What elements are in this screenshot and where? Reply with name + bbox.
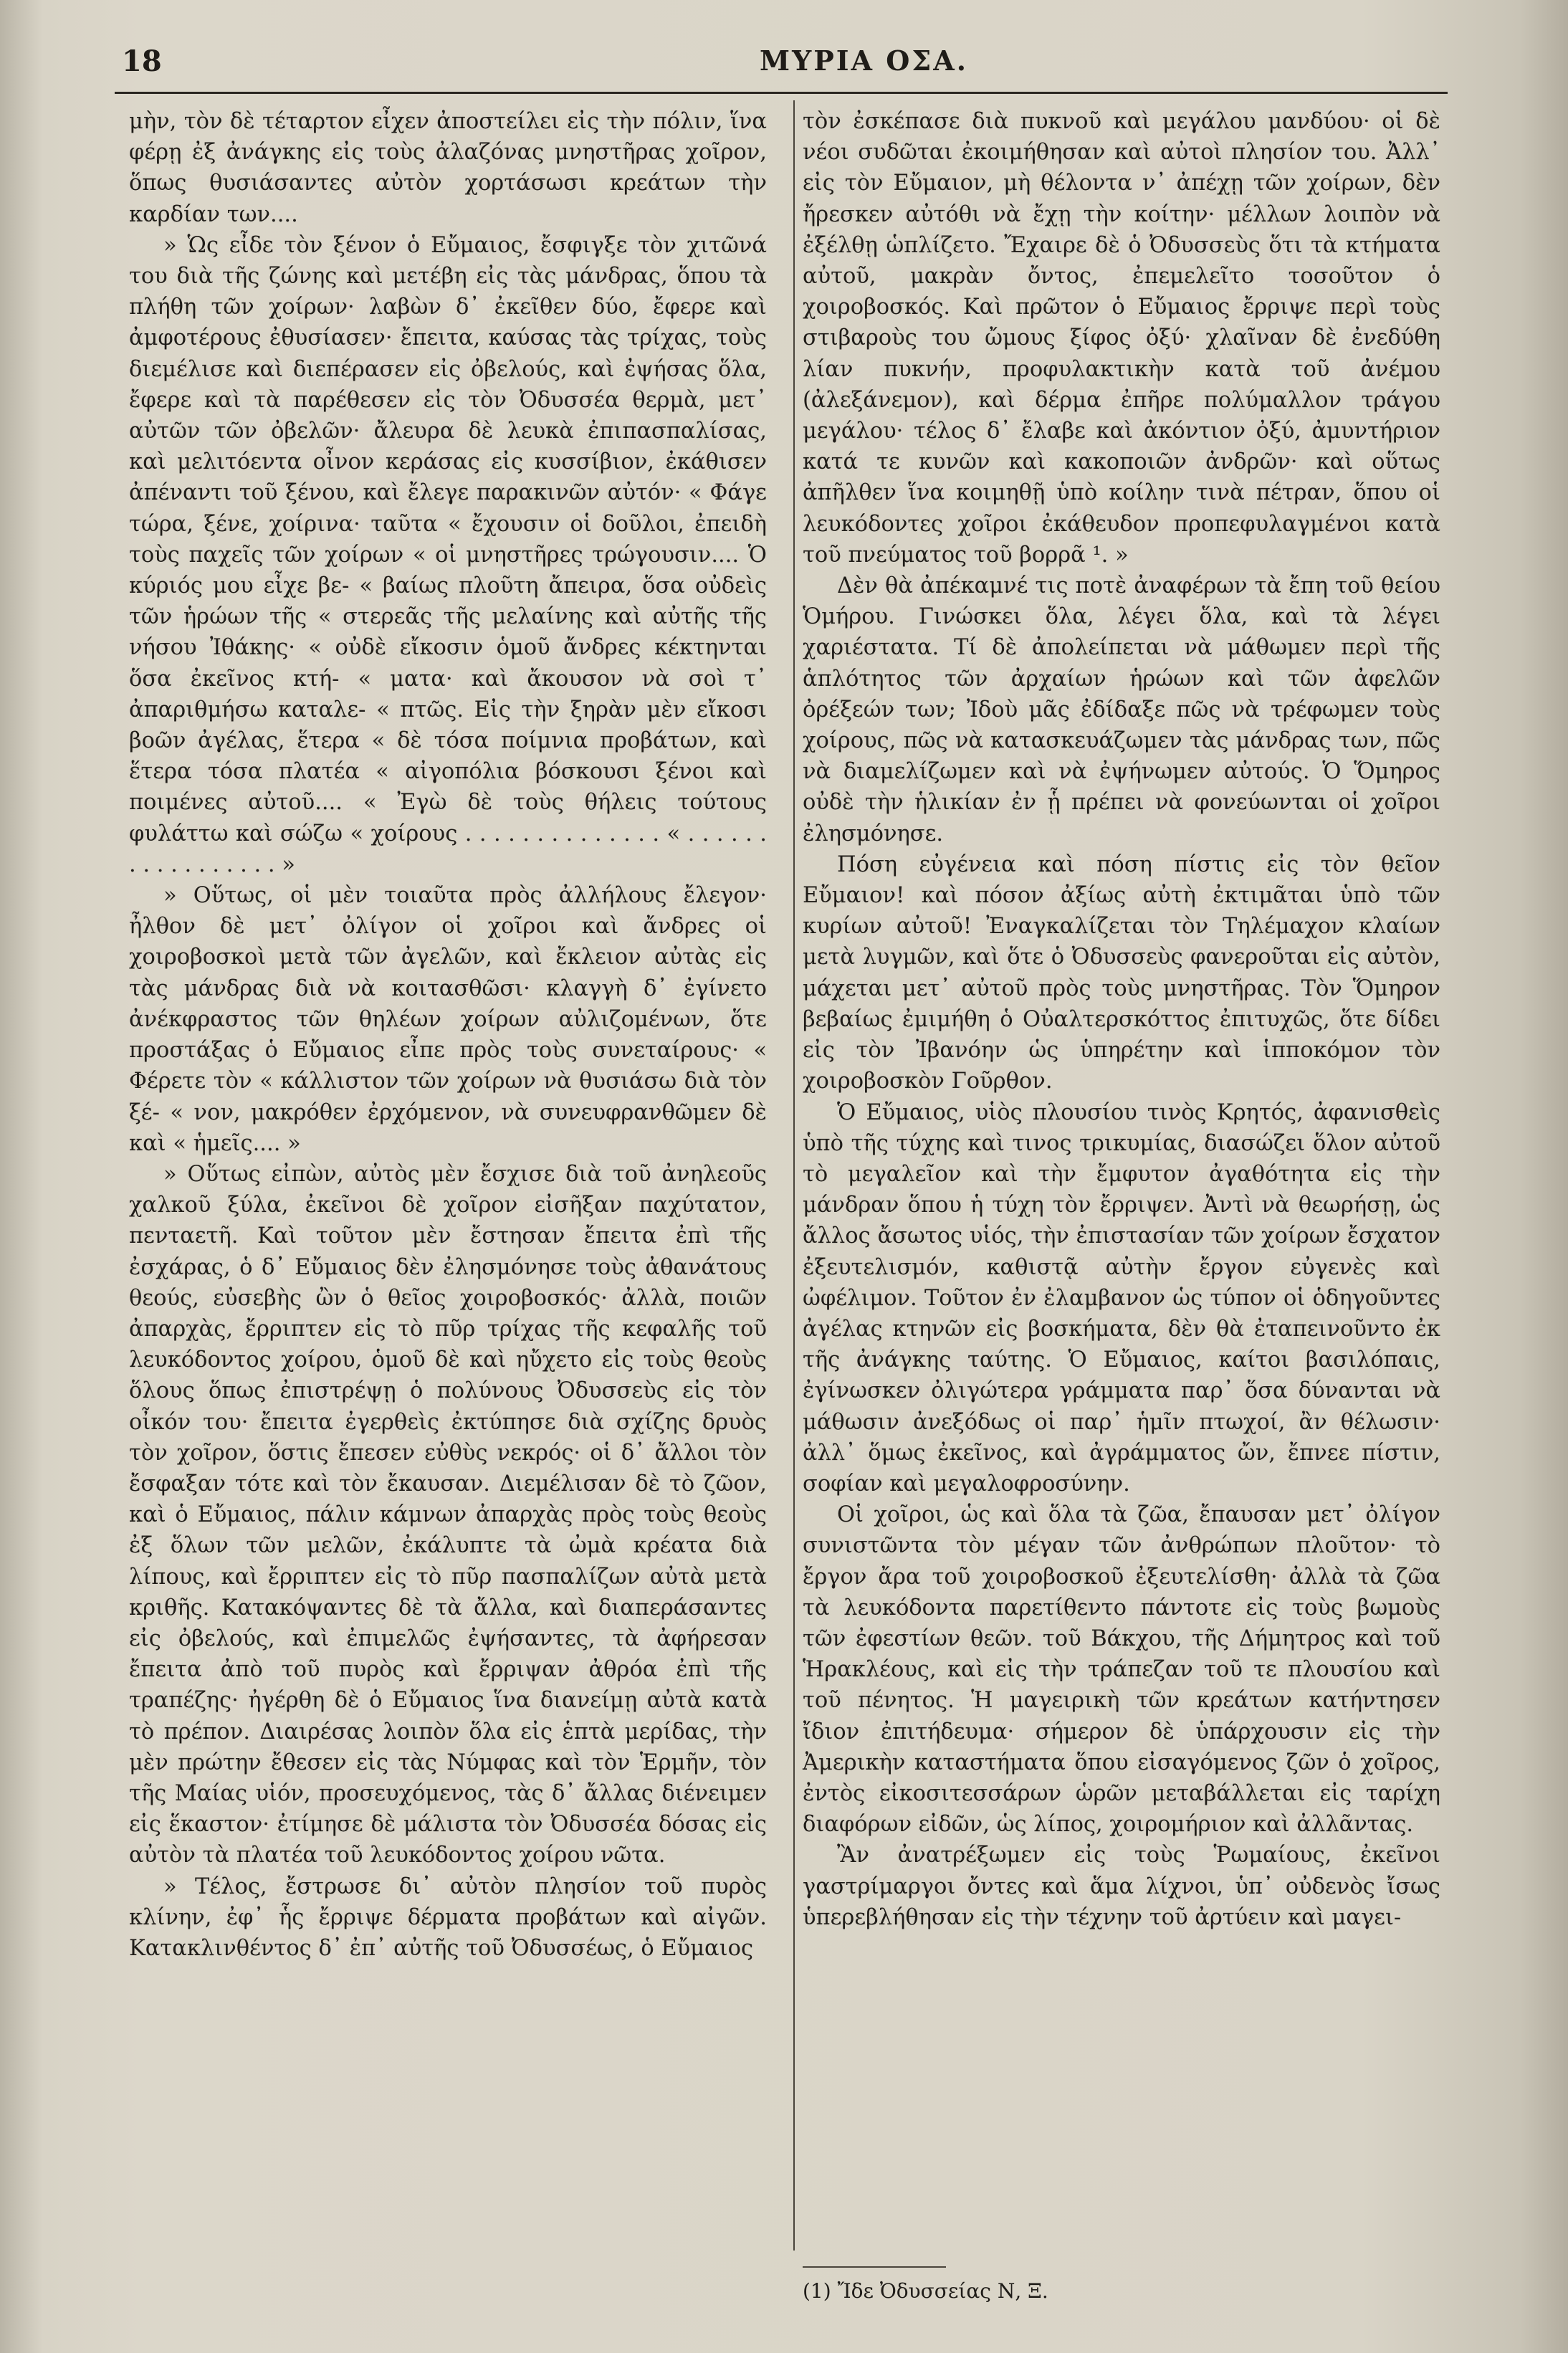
footnote-rule bbox=[803, 2266, 946, 2268]
paragraph: » Οὕτως εἰπὼν, αὐτὸς μὲν ἔσχισε διὰ τοῦ ἀνηλεοῦς χαλκοῦ ξύλα, ἐκεῖνοι δὲ χοῖρον εἰσῆξαν παχύτατον, πενταετῆ. Καὶ τοῦτον μὲν ἔστησαν ἔπειτα ἐπὶ τῆς ἐσχάρας, ὁ δ᾽ Εὔμαιος δὲν ἐλησμόνησε τοὺς ἀθανάτους θεούς, εὐσεβὴς ὢν ὁ θεῖος χοιροβοσκός· ἀλλὰ, ποιῶν ἀπαρχὰς, ἔρριπτεν εἰς τὸ πῦρ τρίχας τῆς κεφαλῆς τοῦ λευκόδοντος χοίρου, ὁμοῦ δὲ καὶ ηὔχετο εἰς τοὺς θεοὺς ὅλους ὅπως ἐπιστρέψῃ ὁ πολύνους Ὀδυσσεὺς εἰς τὸν οἶκόν του· ἔπειτα ἐγερθεὶς ἐκτύπησε διὰ σχίζης δρυὸς τὸν χοῖρον, ὅστις ἔπεσεν εὐθὺς νεκρός· οἱ δ᾽ ἄλλοι τὸν ἔσφαξαν τότε καὶ τὸν ἔκαυσαν. Διεμέλισαν δὲ τὸ ζῶον, καὶ ὁ Εὔμαιος, πάλιν κάμνων ἀπαρχὰς πρὸς τοὺς θεοὺς ἐξ ὅλων τῶν μελῶν, ἐκάλυπτε τὰ ὠμὰ κρέατα διὰ λίπους, καὶ ἔρριπτεν εἰς τὸ πῦρ πασπαλίζων αὐτὰ μετὰ κριθῆς. Κατακόψαντες δὲ τὰ ἄλλα, καὶ διαπεράσαντες εἰς ὀβελούς, καὶ ἐπιμελῶς ἐψήσαντες, τὰ ἀφήρεσαν ἔπειτα ἀπὸ τοῦ πυρὸς καὶ ἔρριψαν ἀθρόα ἐπὶ τῆς τραπέζης· ἠγέρθη δὲ ὁ Εὔμαιος ἵνα διανείμῃ αὐτὰ κατὰ τὸ πρέπον. Διαιρέσας λοιπὸν ὅλα εἰς ἑπτὰ μερίδας, τὴν μὲν πρώτην ἔθεσεν εἰς τὰς Νύμφας καὶ τὸν Ἑρμῆν, τὸν τῆς Μαίας υἱόν, προσευχόμενος, τὰς δ᾽ ἄλλας διένειμεν εἰς ἕκαστον· ἐτίμησε δὲ μάλιστα τὸν Ὀδυσσέα δόσας εἰς αὐτὸν τὰ πλατέα τοῦ λευκόδοντος χοίρου νῶτα. bbox=[129, 1161, 767, 1868]
paragraph: » Ὡς εἶδε τὸν ξένον ὁ Εὔμαιος, ἔσφιγξε τὸν χιτῶνά του διὰ τῆς ζώνης καὶ μετέβη εἰς τὰς μάνδρας, ὅπου τὰ πλήθη τῶν χοίρων· λαβὼν δ᾽ ἐκεῖθεν δύο, ἔφερε καὶ ἀμφοτέρους ἐθυσίασεν· ἔπειτα, καύσας τὰς τρίχας, τοὺς διεμέλισε καὶ διεπέρασεν εἰς ὀβελούς, καὶ ἐψήσας ὅλα, ἔφερε καὶ τὰ παρέθεσεν εἰς τὸν Ὀδυσσέα θερμὰ, μετ᾽ αὐτῶν τῶν ὀβελῶν· ἄλευρα δὲ λευκὰ ἐπιπασπαλίσας, καὶ μελιτόεντα οἶνον κεράσας εἰς κυσσίβιον, ἐκάθισεν ἀπέναντι τοῦ ξένου, καὶ ἔλεγε παρακινῶν αὐτόν· « Φάγε τώρα, ξένε, χοίρινα· ταῦτα « ἔχουσιν οἱ δοῦλοι, ἐπειδὴ τοὺς παχεῖς τῶν χοίρων « οἱ μνηστῆρες τρώγουσιν.... Ὁ κύριός μου εἶχε βε- « βαίως πλοῦτη ἄπειρα, ὅσα οὐδεὶς τῶν ἡρώων τῆς « στερεᾶς τῆς μελαίνης καὶ αὐτῆς τῆς νήσου Ἰθάκης· « οὐδὲ εἴκοσιν ὁμοῦ ἄνδρες κέκτηνται ὅσα ἐκεῖνος κτή- « ματα· καὶ ἄκουσον νὰ σοὶ τ᾽ ἀπαριθμήσω καταλε- « πτῶς. Εἰς τὴν ξηρὰν μὲν εἴκοσι βοῶν ἀγέλας, ἕτερα « δὲ τόσα ποίμνια προβάτων, καὶ ἕτερα τόσα πλατέα « αἰγοπόλια βόσκουσι ξένοι καὶ ποιμένες αὐτοῦ.... « Ἐγὼ δὲ τοὺς θήλεις τούτους φυλάττω καὶ σώζω « χοίρους . . . . . . . . . . . . . . « . . . . . . . . . . . . . . . . . » bbox=[129, 232, 767, 877]
paragraph: Ὁ Εὔμαιος, υἱὸς πλουσίου τινὸς Κρητός, ἀφανισθεὶς ὑπὸ τῆς τύχης καὶ τινος τρικυμίας, διασώζει ὅλον αὐτοῦ τὸ μεγαλεῖον καὶ τὴν ἔμφυτον ἀγαθότητα εἰς τὴν μάνδραν ὅπου ἡ τύχη τὸν ἔρριψεν. Ἀντὶ νὰ θεωρήσῃ, ὡς ἄλλος ἄσωτος υἱός, τὴν ἐπιστασίαν τῶν χοίρων ἔσχατον ἐξευτελισμόν, καθιστᾷ αὐτὴν ἔργον εὐγενὲς καὶ ὠφέλιμον. Τοῦτον ἐν ἐλαμβανον ὡς τύπον οἱ ὁδηγοῦντες ἀγέλας κτηνῶν εἰς βοσκήματα, δὲν θὰ ἐταπεινοῦντο ἐκ τῆς ἀνάγκης ταύτης. Ὁ Εὔμαιος, καίτοι βασιλόπαις, ἐγίνωσκεν ὀλιγώτερα γράμματα παρ᾽ ὅσα δύνανται νὰ μάθωσιν ἀνεξόδως οἱ παρ᾽ ἡμῖν πτωχοί, ἂν θέλωσιν· ἀλλ᾽ ὅμως ἐκεῖνος, καὶ ἀγράμματος ὤν, ἔπνεε πίστιν, σοφίαν καὶ μεγαλοφροσύνην. bbox=[803, 1099, 1440, 1497]
paragraph: » Οὕτως, οἱ μὲν τοιαῦτα πρὸς ἀλλήλους ἔλεγον· ἦλθον δὲ μετ᾽ ὀλίγον οἱ χοῖροι καὶ ἄνδρες οἱ χοιροβοσκοὶ μετὰ τῶν ἀγελῶν, καὶ ἔκλειον αὐτὰς εἰς τὰς μάνδρας διὰ νὰ κοιτασθῶσι· κλαγγὴ δ᾽ ἐγίνετο ἀνέκφραστος τῶν θηλέων χοίρων αὐλιζομένων, ὅτε προστάξας ὁ Εὔμαιος εἶπε πρὸς τοὺς συνεταίρους· « Φέρετε τὸν « κάλλιστον τῶν χοίρων νὰ θυσιάσω διὰ τὸν ξέ- « νον, μακρόθεν ἐρχόμενον, νὰ συνευφρανθῶμεν δὲ καὶ « ἡμεῖς.... » bbox=[129, 883, 767, 1156]
paragraph: Πόση εὐγένεια καὶ πόση πίστις εἰς τὸν θεῖον Εὔμαιον! καὶ πόσον ἀξίως αὐτὴ ἐκτιμᾶται ὑπὸ τῶν κυρίων αὐτοῦ! Ἐναγκαλίζεται τὸν Τηλέμαχον κλαίων μετὰ λυγμῶν, καὶ ὅτε ὁ Ὀδυσσεὺς φανεροῦται εἰς αὐτὸν, μάχεται μετ᾽ αὐτοῦ πρὸς τοὺς μνηστῆρας. Τὸν Ὅμηρον βεβαίως ἐμιμήθη ὁ Οὐαλτερσκόττος ἐπιτυχῶς, ὅτε δίδει εἰς τὸν Ἰβανόην ὡς ὑπηρέτην καὶ ἱπποκόμον τὸν χοιροβοσκὸν Γοῦρθον. bbox=[803, 851, 1440, 1094]
running-title: ΜΥΡΙΑ ΟΣΑ. bbox=[760, 44, 968, 77]
paragraph: τὸν ἐσκέπασε διὰ πυκνοῦ καὶ μεγάλου μανδύου· οἱ δὲ νέοι συδῶται ἐκοιμήθησαν καὶ αὐτοὶ πλησίον του. Ἀλλ᾽ εἰς τὸν Εὔμαιον, μὴ θέλοντα ν᾽ ἀπέχῃ τῶν χοίρων, δὲν ἤρεσκεν αὐτόθι νὰ ἔχῃ τὴν κοίτην· μέλλων λοιπὸν νὰ ἐξέλθῃ ὡπλίζετο. Ἔχαιρε δὲ ὁ Ὀδυσσεὺς ὅτι τὰ κτήματα αὐτοῦ, μακρὰν ὄντος, ἐπεμελεῖτο τοσοῦτον ὁ χοιροβοσκός. Καὶ πρῶτον ὁ Εὔμαιος ἔρριψε περὶ τοὺς στιβαροὺς του ὤμους ξίφος ὀξύ· χλαῖναν δὲ ἐνεδύθη λίαν πυκνήν, προφυλακτικὴν κατὰ τοῦ ἀνέμου (ἀλεξάνεμον), καὶ δέρμα ἐπῆρε πολύμαλλον τράγου μεγάλου· τέλος δ᾽ ἔλαβε καὶ ἀκόντιον ὀξύ, ἀμυντήριον κατά τε κυνῶν καὶ κακοποιῶν ἀνδρῶν· καὶ οὕτως ἀπῆλθεν ἵνα κοιμηθῇ ὑπὸ κοίλην τινὰ πέτραν, ὅπου οἱ λευκόδοντες χοῖροι ἐκάθευδον προπεφυλαγμένοι κατὰ τοῦ πνεύματος τοῦ βορρᾶ ¹. » bbox=[803, 109, 1440, 568]
paragraph: Ἂν ἀνατρέξωμεν εἰς τοὺς Ῥωμαίους, ἐκεῖνοι γαστρίμαργοι ὄντες καὶ ἅμα λίχνοι, ὑπ᾽ οὐδενὸς ἴσως ὑπερεβλήθησαν εἰς τὴν τέχνην τοῦ ἀρτύειν καὶ μαγει- bbox=[803, 1843, 1440, 1930]
paragraph: » Τέλος, ἔστρωσε δι᾽ αὐτὸν πλησίον τοῦ πυρὸς κλίνην, ἐφ᾽ ἧς ἔρριψε δέρματα προβάτων καὶ αἰγῶν. Κατακλινθέντος δ᾽ ἐπ᾽ αὐτῆς τοῦ Ὀδυσσέως, ὁ Εὔμαιος bbox=[129, 1874, 767, 1961]
column-divider bbox=[793, 100, 795, 2251]
paragraph: Οἱ χοῖροι, ὡς καὶ ὅλα τὰ ζῶα, ἔπαυσαν μετ᾽ ὀλίγον συνιστῶντα τὸν μέγαν τῶν ἀνθρώπων πλοῦτον· τὸ ἔργον ἄρα τοῦ χοιροβοσκοῦ ἐξευτελίσθη· ἀλλὰ τὰ ζῶα τὰ λευκόδοντα παρετίθεντο πάντοτε εἰς τοὺς βωμοὺς τῶν ἐφεστίων θεῶν. τοῦ Βάκχου, τῆς Δήμητρος καὶ τοῦ Ἡρακλέους, καὶ εἰς τὴν τράπεζαν τοῦ τε πλουσίου καὶ τοῦ πένητος. Ἡ μαγειρικὴ τῶν κρεάτων κατήντησεν ἴδιον ἐπιτήδευμα· σήμερον δὲ ὑπάρχουσιν εἰς τὴν Ἀμερικὴν καταστήματα ὅπου εἰσαγόμενος ζῶν ὁ χοῖρος, ἐντὸς εἰκοσιτεσσάρων ὡρῶν μεταβάλλεται εἰς ταρίχη διαφόρων εἰδῶν, ὡς λίπος, χοιρομήριον καὶ ἀλλᾶντας. bbox=[803, 1502, 1440, 1838]
page-number: 18 bbox=[122, 44, 162, 78]
right-column bbox=[803, 106, 1440, 2256]
paragraph: Δὲν θὰ ἀπέκαμνέ τις ποτὲ ἀναφέρων τὰ ἔπη τοῦ θείου Ὁμήρου. Γινώσκει ὅλα, λέγει ὅλα, καὶ τὰ λέγει χαριέστατα. Τί δὲ ἀπολείπεται νὰ μάθωμεν περὶ τῆς ἁπλότητος τῶν ἀρχαίων ἡρώων καὶ τῶν ἀφελῶν ὀρέξεών των; Ἰδοὺ μᾶς ἐδίδαξε πῶς νὰ τρέφωμεν τοὺς χοίρους, πῶς νὰ κατασκευάζωμεν τὰς μάνδρας των, πῶς νὰ διαμελίζωμεν καὶ νὰ ἐψήνωμεν αὐτούς. Ὁ Ὅμηρος οὐδὲ τὴν ἡλικίαν ἐν ᾗ πρέπει νὰ φονεύωνται οἱ χοῖροι ἐλησμόνησε. bbox=[803, 573, 1440, 846]
paragraph: μὴν, τὸν δὲ τέταρτον εἶχεν ἀποστείλει εἰς τὴν πόλιν, ἵνα φέρῃ ἐξ ἀνάγκης εἰς τοὺς ἀλαζόνας μνηστῆρας χοῖρον, ὅπως θυσιάσαντες αὐτὸν χορτάσωσι κρεάτων τὴν καρδίαν των.... bbox=[129, 109, 767, 227]
footnote: (1) Ἴδε Ὀδυσσείας Ν, Ξ. bbox=[803, 2279, 1048, 2303]
header-rule bbox=[115, 92, 1448, 94]
left-column bbox=[129, 106, 767, 2256]
